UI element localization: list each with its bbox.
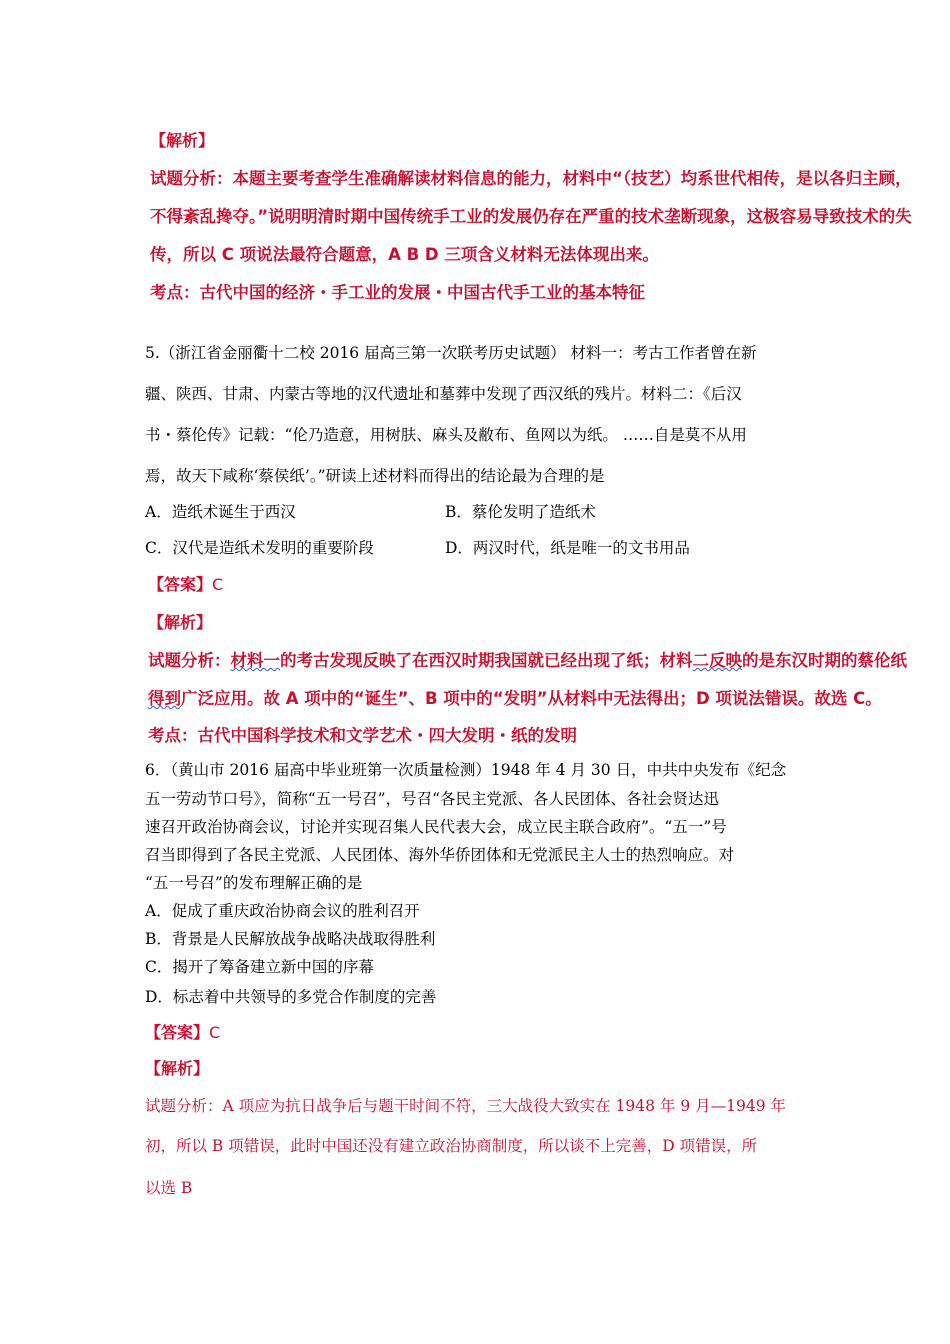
q5-analysis-line-2-wavy: 得到 <box>148 689 181 708</box>
q6-option-b: B．背景是人民解放战争战略决战取得胜利 <box>145 930 436 948</box>
q5-analysis-line-1-pre: 试题分析： <box>148 651 231 670</box>
q5-option-c: C．汉代是造纸术发明的重要阶段 <box>145 539 374 557</box>
q5-analysis-tag: 【解析】 <box>148 613 213 632</box>
q6-option-d: D．标志着中共领导的多党合作制度的完善 <box>145 988 437 1006</box>
q6-option-a: A．促成了重庆政治协商会议的胜利召开 <box>145 902 420 920</box>
q4-analysis-line-2: 不得紊乱搀夺。”说明明清时期中国传统手工业的发展仍存在严重的技术垄断现象，这极容易导致技术的失 <box>150 207 912 226</box>
q5-stem-line-4: 焉，故天下咸称‘蔡侯纸’。”研读上述材料而得出的结论最为合理的是 <box>145 467 605 485</box>
q5-option-b: B．蔡伦发明了造纸术 <box>445 503 596 521</box>
q6-answer-row <box>145 1023 220 1043</box>
q5-stem-line-2: 疆、陕西、甘肃、内蒙古等地的汉代遗址和墓葬中发现了西汉纸的残片。材料二：《后汉 <box>145 385 742 403</box>
q5-analysis-line-2 <box>148 689 882 709</box>
q5-answer-tag: 【答案】 <box>148 575 213 594</box>
q6-stem-line-3: 速召开政治协商会议，讨论并实现召集人民代表大会，成立民主联合政府”。“五一”号 <box>145 818 727 836</box>
q4-analysis-line-3: 传，所以 C 项说法最符合题意，A B D 三项含义材料无法体现出来。 <box>150 245 659 264</box>
q4-analysis-tag: 【解析】 <box>150 131 215 150</box>
q6-stem-line-5: “五一号召”的发布理解正确的是 <box>145 874 363 892</box>
q6-analysis-line-1: 试题分析：A 项应为抗日战争后与题干时间不符，三大战役大致实在 1948 年 9 月—1949 年 <box>145 1097 787 1115</box>
q5-answer-row <box>148 575 223 595</box>
q6-stem-line-2: 五一劳动节口号》，简称“五一号召”，号召“各民主党派、各人民团体、各社会贤达迅 <box>145 790 720 808</box>
q6-analysis-line-2: 初，所以 B 项错误，此时中国还没有建立政治协商制度，所以谈不上完善，D 项错误，所 <box>145 1137 758 1155</box>
q5-analysis-line-1-wavy-1: 材料一 <box>230 651 280 670</box>
q5-analysis-line-1-mid: 的考古发现反映了在西汉时期我国就已经出现了纸；材料 <box>280 651 693 670</box>
q5-option-d: D．两汉时代，纸是唯一的文书用品 <box>445 539 690 557</box>
q5-stem-line-1: 5.（浙江省金丽衢十二校 2016 届高三第一次联考历史试题） 材料一：考古工作者曾在新 <box>145 344 757 362</box>
q6-stem-line-1: 6．（黄山市 2016 届高中毕业班第一次质量检测）1948 年 4 月 30 日，中共中央发布《纪念 <box>145 761 787 779</box>
q5-kaodian: 考点：古代中国科学技术和文学艺术・四大发明・纸的发明 <box>148 726 577 745</box>
q5-answer-value: C <box>212 575 224 594</box>
q6-option-c: C．揭开了筹备建立新中国的序幕 <box>145 958 374 976</box>
q5-analysis-line-1-wavy-2: 二反映 <box>692 651 742 670</box>
q6-stem-line-4: 召当即得到了各民主党派、人民团体、海外华侨团体和无党派民主人士的热烈响应。对 <box>145 846 735 864</box>
q5-analysis-line-1-post: 的是东汉时期的蔡伦纸 <box>742 651 907 670</box>
q5-stem-line-3: 书・蔡伦传》记载：“伦乃造意，用树肤、麻头及敝布、鱼网以为纸。 ……自是莫不从用 <box>145 426 747 444</box>
q5-analysis-line-1 <box>148 651 907 671</box>
q4-analysis-line-1: 试题分析：本题主要考查学生准确解读材料信息的能力，材料中“（技艺）均系世代相传，是以各归主顾， <box>150 169 912 188</box>
q5-analysis-line-2-post: 广泛应用。故 A 项中的“诞生”、B 项中的“发明”从材料中无法得出；D 项说法错误。故选 C。 <box>181 689 882 708</box>
q6-analysis-tag: 【解析】 <box>145 1059 210 1078</box>
q6-answer-tag: 【答案】 <box>145 1023 210 1042</box>
q6-answer-value: C <box>209 1023 221 1042</box>
q4-kaodian: 考点：古代中国的经济・手工业的发展・中国古代手工业的基本特征 <box>150 283 645 302</box>
q6-analysis-line-3: 以选 B <box>145 1179 193 1197</box>
q5-option-a: A．造纸术诞生于西汉 <box>145 503 296 521</box>
